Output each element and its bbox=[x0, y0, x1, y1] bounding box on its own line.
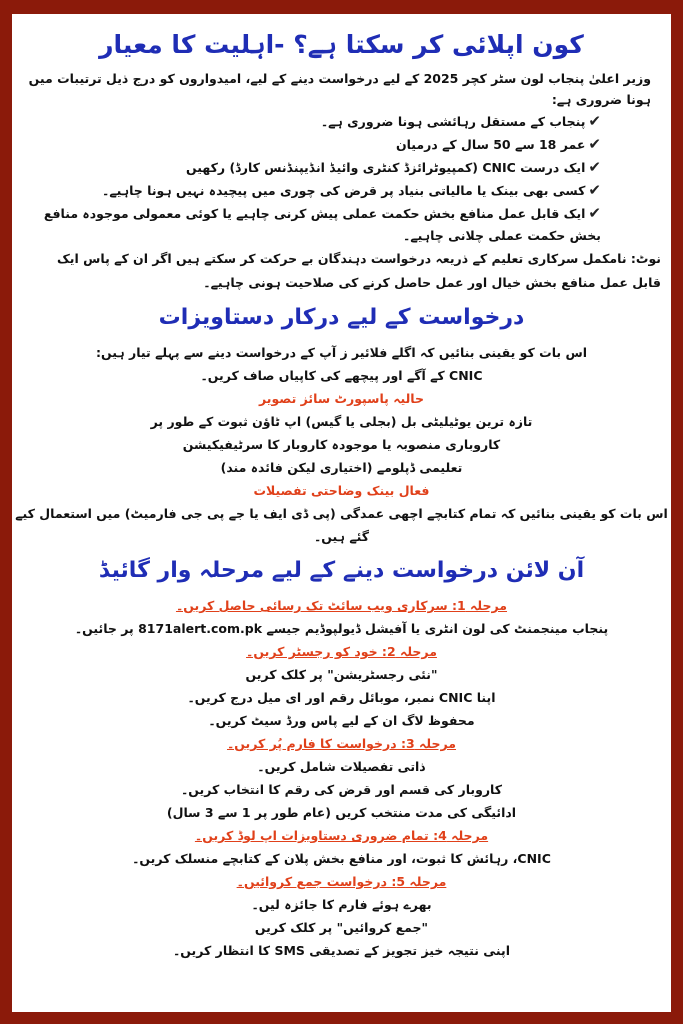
documents-footer: اس بات کو یقینی بنائیں کہ تمام کتابچے اچھی عمدگی (پی ڈی ایف یا جے پی جی فارمیٹ) میں استعمال کیے گئے ہیں۔ bbox=[15, 506, 668, 544]
eligibility-list bbox=[12, 110, 671, 247]
step-5-line: "جمع کروائیں" پر کلک کریں bbox=[254, 920, 429, 935]
eligibility-heading: کون اپلائی کر سکتا ہے؟ -اہلیت کا معیار bbox=[99, 30, 584, 59]
document-cnic: CNIC کے آگے اور پیچھے کی کاپیاں صاف کریں۔ bbox=[200, 368, 483, 383]
step-5-line: بھرے ہوئے فارم کا جائزہ لیں۔ bbox=[251, 897, 432, 912]
list-item: ✔کسی بھی بینک یا مالیاتی بنیاد پر قرض کی چوری میں پیچیدہ نہیں ہونا چاہیے۔ bbox=[102, 181, 601, 199]
document-bank-details: فعال بینک وضاحتی تفصیلات bbox=[253, 483, 430, 498]
step-1-line: پنجاب مینجمنٹ کی لون انٹری یا آفیشل ڈیولپوڈیم جیسے 8171alert.com.pk پر جائیں۔ bbox=[74, 621, 609, 636]
step-3-title: مرحلہ 3: درخواست کا فارم پُر کریں۔ bbox=[226, 736, 457, 751]
step-2-title: مرحلہ 2: خود کو رجسٹر کریں۔ bbox=[246, 644, 437, 659]
document-utility-bill: تازہ ترین یوٹیلیٹی بل (بجلی یا گیس) اپ ٹاؤن ثبوت کے طور پر bbox=[150, 414, 533, 429]
checkmark-icon: ✔ bbox=[588, 135, 601, 153]
documents-heading: درخواست کے لیے درکار دستاویزات bbox=[158, 305, 525, 330]
step-2-line: محفوظ لاگ ان کے لیے پاس ورڈ سیٹ کریں۔ bbox=[208, 713, 475, 728]
eligibility-intro: وزیر اعلیٰ پنجاب لون سٹر کچر 2025 کے لیے درخواست دینے کے لیے، امیدواروں کو درج ذیل ترتیبات میں ہونا ضروری ہے: bbox=[28, 71, 651, 107]
step-3-line: کاروبار کی قسم اور قرض کی رقم کا انتخاب کریں۔ bbox=[180, 782, 503, 797]
article-page bbox=[12, 14, 671, 1012]
step-5-line: اپنی نتیجہ خیز تجویز کے تصدیقی SMS کا انتظار کریں۔ bbox=[172, 943, 511, 958]
step-2-line: اپنا CNIC نمبر، موبائل رقم اور ای میل درج کریں۔ bbox=[187, 690, 496, 705]
list-item: ✔ایک درست CNIC (کمپیوٹرائزڈ کنٹری وائیڈ انڈیپنڈنس کارڈ) رکھیں bbox=[186, 158, 601, 176]
list-item: ✔ایک قابل عمل منافع بخش حکمت عملی پیش کرنی چاہیے یا کوئی معمولی موجودہ منافع بخش حکمت عملی چلانی چاہیے۔ bbox=[43, 204, 601, 243]
checkmark-icon: ✔ bbox=[588, 112, 601, 130]
step-4-line: CNIC، رہائش کا ثبوت، اور منافع بخش پلان کے کتابچے منسلک کریں۔ bbox=[132, 851, 551, 866]
checkmark-icon: ✔ bbox=[588, 181, 601, 199]
guide-heading: آن لائن درخواست دینے کے لیے مرحلہ وار گائیڈ bbox=[98, 558, 585, 583]
document-photo: حالیہ پاسپورٹ سائز تصویر bbox=[258, 391, 425, 406]
documents-intro: اس بات کو یقینی بنائیں کہ اگلے فلائیر ز آپ کے درخواست دینے سے پہلے تیار ہیں: bbox=[96, 345, 587, 360]
checkmark-icon: ✔ bbox=[588, 204, 601, 222]
list-item: ✔پنجاب کے مستقل رہائشی ہونا ضروری ہے۔ bbox=[320, 112, 601, 130]
step-4-title: مرحلہ 4: تمام ضروری دستاویزات اپ لوڈ کریں۔ bbox=[194, 828, 489, 843]
step-2-line: "نئی رجسٹریشن" پر کلک کریں bbox=[245, 667, 438, 682]
list-item: ✔عمر 18 سے 50 سال کے درمیان bbox=[395, 135, 601, 153]
step-5-title: مرحلہ 5: درخواست جمع کروائیں۔ bbox=[236, 874, 447, 889]
step-3-line: ادائیگی کی مدت منتخب کریں (عام طور پر 1 سے 3 سال) bbox=[166, 805, 517, 820]
eligibility-note: نوٹ: نامکمل سرکاری تعلیم کے ذریعہ درخواست دہندگان بے حرکت کر سکتے ہیں اگر ان کے پاس ایک قابل عمل منافع بخش خیال اور عمل حاصل کرنے کی صلاحیت ہونی چاہیے۔ bbox=[57, 251, 661, 290]
checkmark-icon: ✔ bbox=[588, 158, 601, 176]
step-3-line: ذاتی تفصیلات شامل کریں۔ bbox=[257, 759, 426, 774]
step-1-title: مرحلہ 1: سرکاری ویب سائٹ تک رسائی حاصل کریں۔ bbox=[175, 598, 508, 613]
document-business-plan: کاروباری منصوبہ یا موجودہ کاروبار کا سرٹیفیکیشن bbox=[182, 437, 501, 452]
document-diploma: تعلیمی ڈپلومے (اختیاری لیکن فائدہ مند) bbox=[220, 460, 463, 475]
